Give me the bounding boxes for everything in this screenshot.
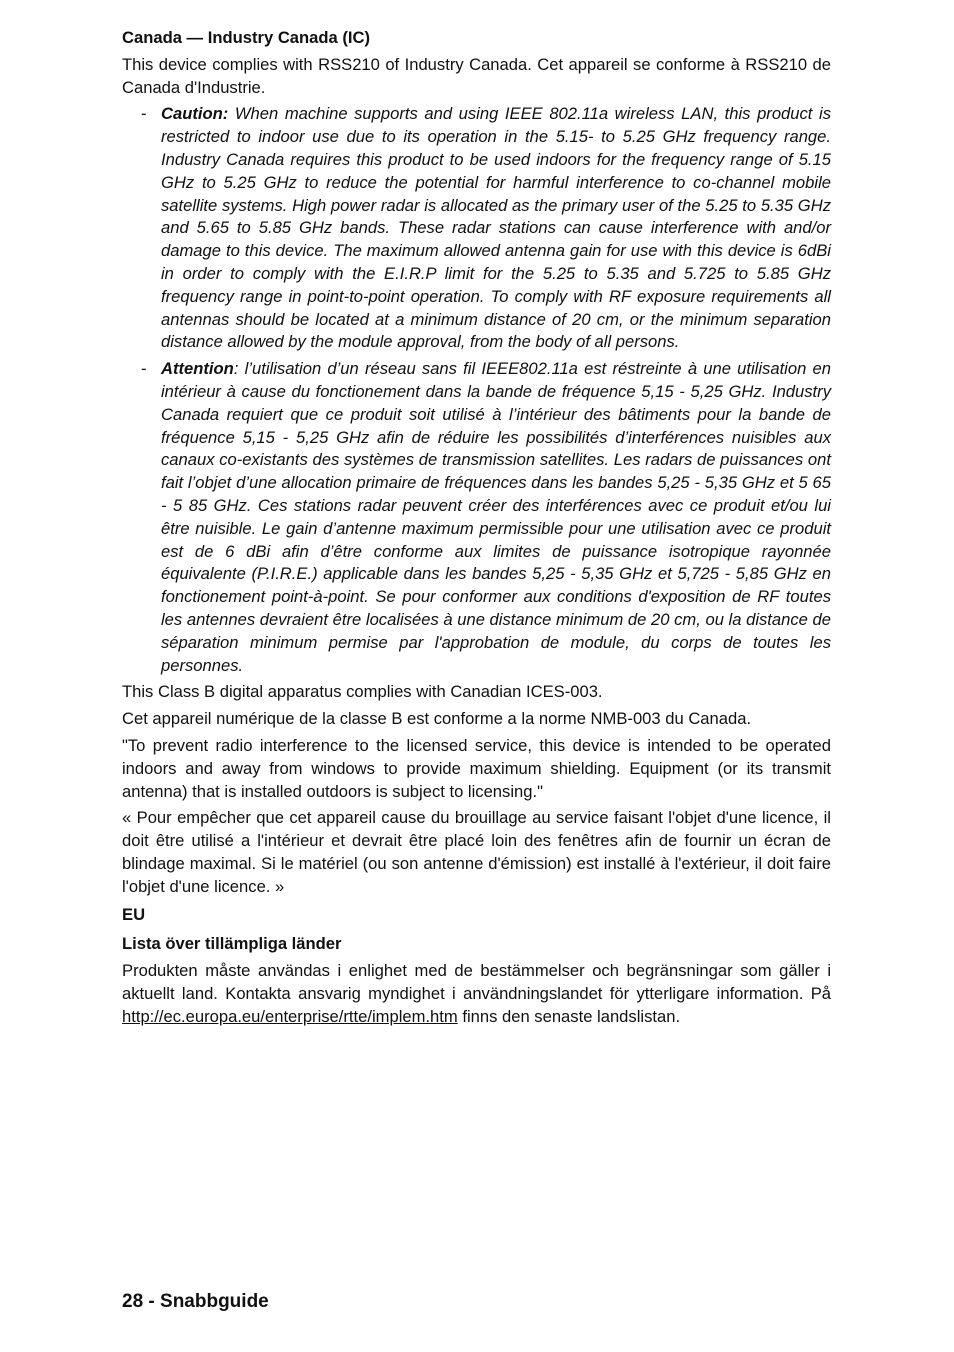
class-b-statement-en: This Class B digital apparatus complies with Canadian ICES-003.	[122, 682, 603, 702]
eu-text-before-link: Produkten måste användas i enlighet med de bestämmelser och begränsningar som gäller i aktuellt land. Kontakta ansvarig myndighet i användningslandet för ytterligare information. På	[122, 961, 831, 1003]
class-b-statement-fr: Cet appareil numérique de la classe B est conforme a la norme NMB-003 du Canada.	[122, 709, 752, 729]
eu-country-list-link[interactable]: http://ec.europa.eu/enterprise/rtte/implem.htm	[122, 1006, 458, 1026]
eu-heading: EU	[122, 905, 146, 925]
attention-label: Attention	[161, 359, 234, 379]
caution-text: When machine supports and using IEEE 802.11a wireless LAN, this product is restricted to indoor use due to its operation in the 5.15- to 5.25 GHz frequency range. Industry Canada requires this product to be used indoors for the frequency range of 5.15 GHz to 5.25 GHz to reduce the potential for harmful interference to co-channel mobile satellite systems. High power radar is allocated as the primary user of the 5.25 to 5.35 GHz and 5.65 to 5.85 GHz bands. These radar stations can cause interference with and/or damage to this device. The maximum allowed antenna gain for use with this device is 6dBi in order to comply with the E.I.R.P limit for the 5.25 to 5.35 and 5.725 to 5.85 GHz frequency range in point-to-point operation. To comply with RF exposure requirements all antennas should be located at a minimum distance of 20 cm, or the minimum separation distance allowed by the module approval, from the body of all persons.	[161, 104, 831, 352]
canada-heading: Canada — Industry Canada (IC)	[122, 28, 371, 47]
licensing-statement-fr: « Pour empêcher que cet appareil cause du brouillage au service faisant l'objet d'une licence, il doit être utilisé a l'intérieur et devrait être placé loin des fenêtres afin de fournir un écran de blindage maximal. Si le matériel (ou son antenne d'émission) est installé à l'extérieur, il doit faire l'objet d'une licence. »	[122, 808, 831, 896]
page-footer: 28 - Snabbguide	[122, 1291, 269, 1312]
canada-notice-list	[122, 103, 831, 677]
caution-label: Caution:	[161, 104, 229, 124]
eu-text-after-link: finns den senaste landslistan.	[457, 1006, 681, 1026]
attention-notice	[122, 358, 831, 677]
caution-notice	[122, 103, 831, 354]
eu-paragraph	[122, 960, 831, 1028]
licensing-statement-en: "To prevent radio interference to the licensed service, this device is intended to be operated indoors and away from windows to provide maximum shielding. Equipment (or its transmit antenna) that is installed outdoors is subject to licensing."	[122, 735, 831, 801]
list-dash: -	[141, 359, 147, 379]
document-body	[122, 27, 831, 1032]
canada-intro: This device complies with RSS210 of Industry Canada. Cet appareil se conforme à RSS210 de Canada d'Industrie.	[122, 54, 831, 97]
list-dash: -	[141, 104, 147, 124]
attention-text: : l’utilisation d’un réseau sans fil IEEE802.11a est réstreinte à une utilisation en intérieur à cause du fonctionement dans la bande de fréquence 5,15 - 5,25 GHz. Industry Canada requiert que ce produit soit utilisé à l’intérieur des bâtiments pour la bande de fréquence 5,15 - 5,25 GHz afin de réduire les possibilités d’interférences nuisibles aux canaux co-existants des systèmes de transmission satellites. Les radars de puissances ont fait l’objet d’une allocation primaire de fréquences dans les bandes 5,25 - 5,35 GHz et 5 65 - 5 85 GHz. Ces stations radar peuvent créer des interférences avec ce produit et/ou lui être nuisible. Le gain d’antenne maximum permissible pour une utilisation avec ce produit est de 6 dBi afin d’être conforme aux limites de puissance isotropique rayonnée équivalente (P.I.R.E.) applicable dans les bandes 5,25 - 5,35 GHz et 5,725 - 5,85 GHz en fonctionement point-à-point. Se pour conformer aux conditions d'exposition de RF toutes les antennes devraient être localisées à une distance minimum de 20 cm, ou la distance de séparation minimum permise par l'approbation de module, du corps de toutes les personnes.	[161, 359, 831, 675]
eu-subheading: Lista över tillämpliga länder	[122, 934, 342, 954]
